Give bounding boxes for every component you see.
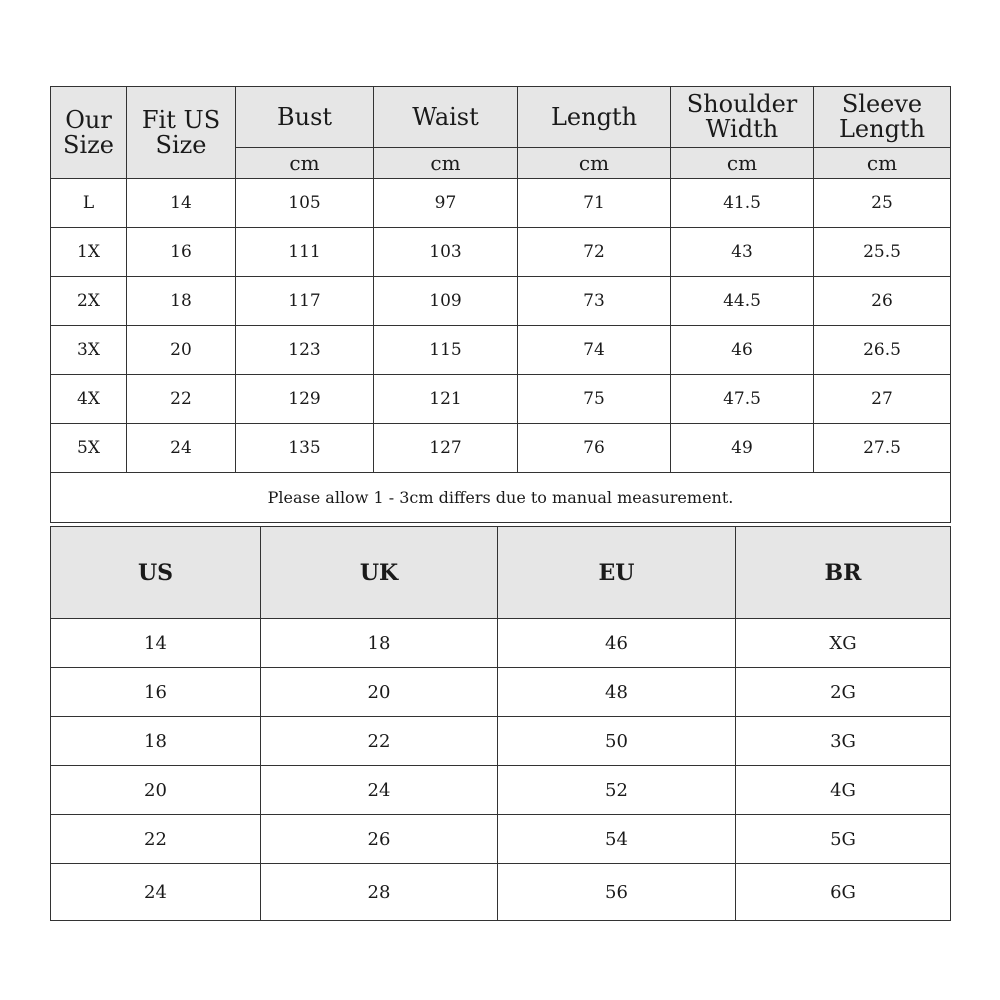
header-uk: UK — [261, 527, 498, 619]
header-br: BR — [736, 527, 951, 619]
header-our-size: Our Size — [51, 87, 127, 179]
table-cell: 26 — [261, 815, 498, 864]
table-cell: 46 — [498, 619, 736, 668]
table-cell: 49 — [671, 424, 814, 473]
header-bust: Bust — [236, 87, 374, 148]
size-row — [51, 228, 951, 277]
table-cell: 46 — [671, 326, 814, 375]
table-cell: 52 — [498, 766, 736, 815]
table-cell: 5X — [51, 424, 127, 473]
header-shoulder-width: Shoulder Width — [671, 87, 814, 148]
conversion-row — [51, 619, 951, 668]
table-cell: 28 — [261, 864, 498, 921]
unit-length: cm — [518, 148, 671, 179]
table-cell: 43 — [671, 228, 814, 277]
table-cell: 115 — [374, 326, 518, 375]
table-cell: 27 — [814, 375, 951, 424]
table-cell: 2X — [51, 277, 127, 326]
conversion-row — [51, 815, 951, 864]
table-cell: 47.5 — [671, 375, 814, 424]
table-cell: 74 — [518, 326, 671, 375]
table-cell: 22 — [261, 717, 498, 766]
header-length: Length — [518, 87, 671, 148]
table-cell: 71 — [518, 179, 671, 228]
table-cell: 25.5 — [814, 228, 951, 277]
size-chart-table — [50, 86, 951, 523]
header-waist: Waist — [374, 87, 518, 148]
table-cell: 109 — [374, 277, 518, 326]
table-cell: 135 — [236, 424, 374, 473]
unit-sleeve-length: cm — [814, 148, 951, 179]
table-cell: 1X — [51, 228, 127, 277]
table-cell: XG — [736, 619, 951, 668]
size-chart-note-row — [51, 473, 951, 523]
table-cell: 103 — [374, 228, 518, 277]
table-cell: 16 — [51, 668, 261, 717]
size-row — [51, 179, 951, 228]
table-cell: 14 — [127, 179, 236, 228]
table-cell: 14 — [51, 619, 261, 668]
table-cell: 26 — [814, 277, 951, 326]
table-cell: 18 — [127, 277, 236, 326]
table-cell: 72 — [518, 228, 671, 277]
table-cell: 24 — [261, 766, 498, 815]
table-cell: 5G — [736, 815, 951, 864]
table-cell: L — [51, 179, 127, 228]
table-cell: 16 — [127, 228, 236, 277]
table-cell: 26.5 — [814, 326, 951, 375]
table-cell: 121 — [374, 375, 518, 424]
table-cell: 75 — [518, 375, 671, 424]
size-row — [51, 375, 951, 424]
table-cell: 3X — [51, 326, 127, 375]
conversion-header-row — [51, 527, 951, 619]
table-cell: 73 — [518, 277, 671, 326]
conversion-row — [51, 668, 951, 717]
size-chart-header-row — [51, 87, 951, 148]
unit-shoulder-width: cm — [671, 148, 814, 179]
table-cell: 6G — [736, 864, 951, 921]
table-cell: 127 — [374, 424, 518, 473]
table-cell: 105 — [236, 179, 374, 228]
table-cell: 117 — [236, 277, 374, 326]
table-cell: 123 — [236, 326, 374, 375]
table-cell: 3G — [736, 717, 951, 766]
unit-waist: cm — [374, 148, 518, 179]
size-row — [51, 277, 951, 326]
table-cell: 2G — [736, 668, 951, 717]
table-cell: 129 — [236, 375, 374, 424]
conversion-row — [51, 766, 951, 815]
measurement-note: Please allow 1 - 3cm differs due to manual measurement. — [51, 473, 951, 523]
table-cell: 24 — [51, 864, 261, 921]
table-cell: 22 — [51, 815, 261, 864]
table-cell: 18 — [51, 717, 261, 766]
table-cell: 22 — [127, 375, 236, 424]
conversion-row — [51, 717, 951, 766]
header-us: US — [51, 527, 261, 619]
table-cell: 24 — [127, 424, 236, 473]
table-cell: 4G — [736, 766, 951, 815]
table-cell: 76 — [518, 424, 671, 473]
table-cell: 48 — [498, 668, 736, 717]
size-conversion-table — [50, 526, 951, 921]
table-cell: 20 — [127, 326, 236, 375]
conversion-row — [51, 864, 951, 921]
unit-bust: cm — [236, 148, 374, 179]
table-cell: 20 — [261, 668, 498, 717]
header-fit-us-size: Fit US Size — [127, 87, 236, 179]
table-cell: 44.5 — [671, 277, 814, 326]
table-cell: 20 — [51, 766, 261, 815]
table-cell: 56 — [498, 864, 736, 921]
table-cell: 25 — [814, 179, 951, 228]
conversion-body — [51, 619, 951, 921]
table-cell: 50 — [498, 717, 736, 766]
table-cell: 41.5 — [671, 179, 814, 228]
size-row — [51, 326, 951, 375]
header-eu: EU — [498, 527, 736, 619]
table-cell: 18 — [261, 619, 498, 668]
header-sleeve-length: Sleeve Length — [814, 87, 951, 148]
table-cell: 27.5 — [814, 424, 951, 473]
table-cell: 4X — [51, 375, 127, 424]
table-cell: 97 — [374, 179, 518, 228]
size-chart-body — [51, 179, 951, 473]
table-cell: 54 — [498, 815, 736, 864]
size-row — [51, 424, 951, 473]
table-cell: 111 — [236, 228, 374, 277]
